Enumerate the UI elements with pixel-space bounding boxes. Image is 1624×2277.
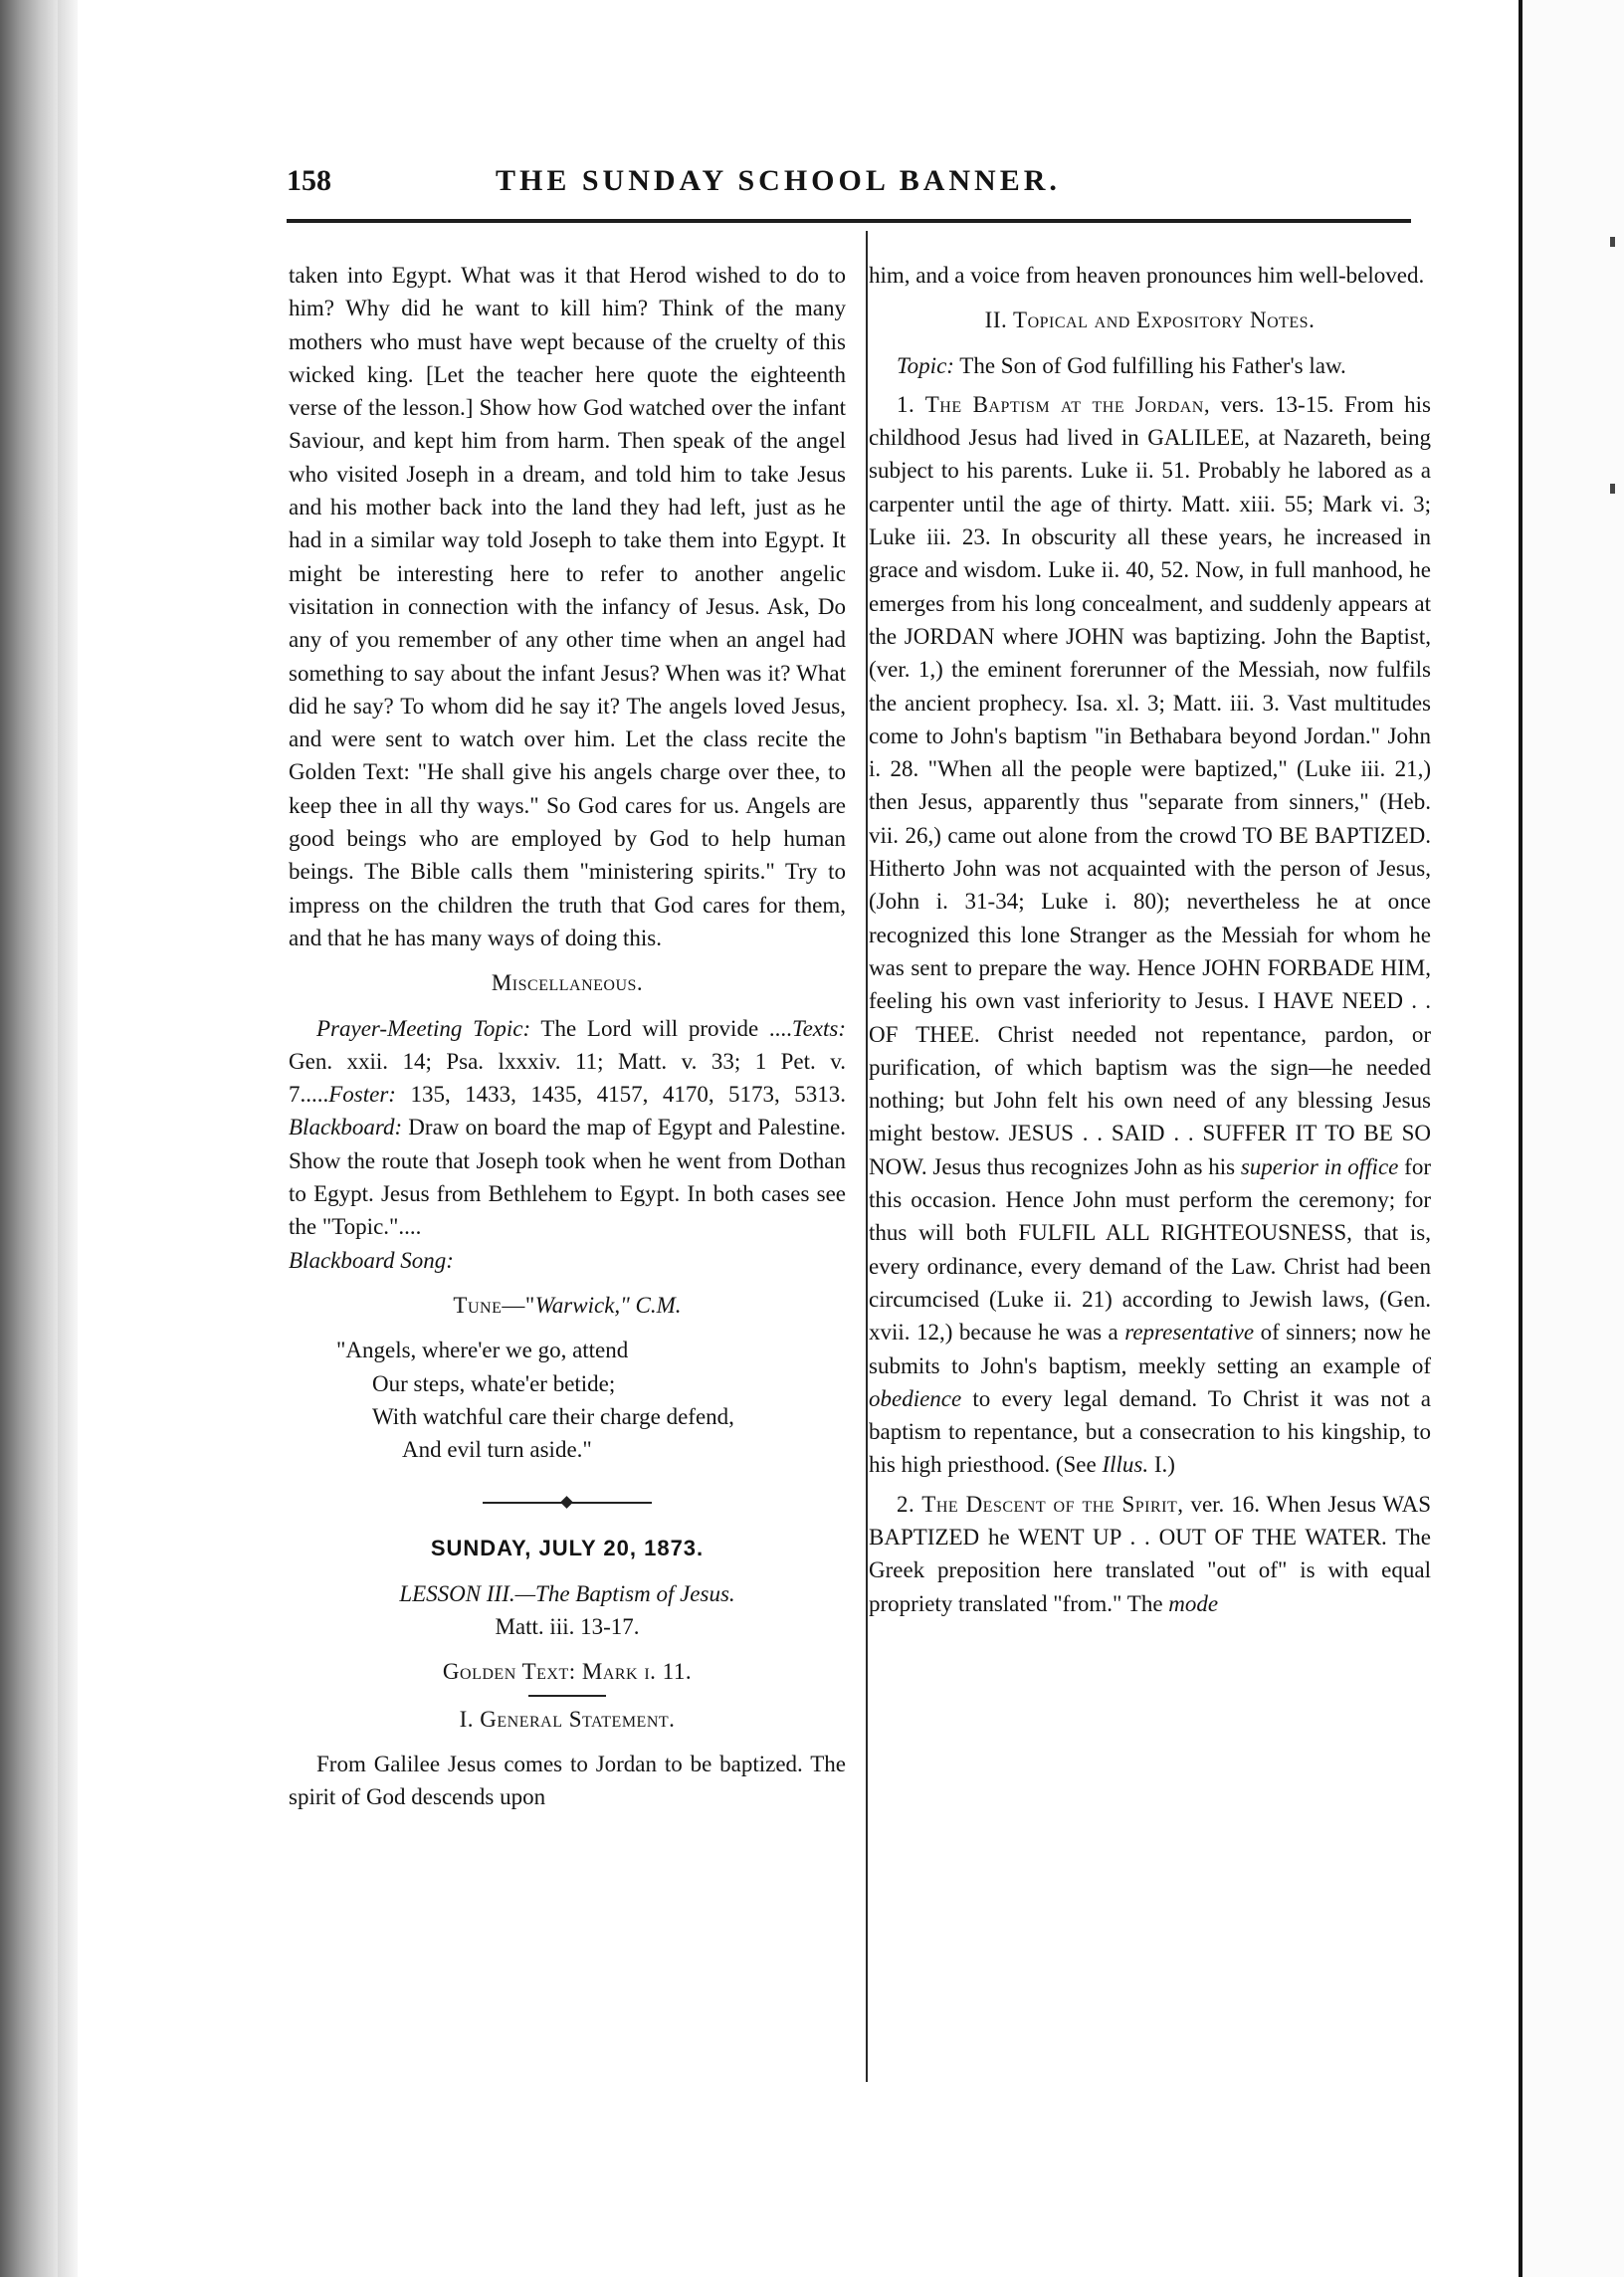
blackboard-text: Draw on board the map of Egypt and Palestine. Show the route that Joseph took when he went from Dothan to Egypt. Jesus from Bethlehem to Egypt. In both cases see the "Topic.".... xyxy=(289,1115,846,1240)
foster-text: 135, 1433, 1435, 4157, 4170, 5173, 5313. xyxy=(395,1082,846,1108)
topic-paragraph xyxy=(869,349,1431,382)
topic-label: Topic: xyxy=(897,352,954,378)
facing-page-mark xyxy=(1610,237,1615,247)
right-column xyxy=(869,259,1431,1620)
intro-paragraph: taken into Egypt. What was it that Herod wished to do to him? Why did he want to kill him? Think of the many mothers who must have wept because of the cruelty of this wicked king. [Let the teacher here quote the eighteenth verse of the lesson.] Show how God watched over the infant Saviour, and kept him from harm. Then speak of the angel who visited Joseph in a dream, and told him to take Jesus and his mother back into the land they had left, just as he had in a similar way told Joseph to take them into Egypt. It might be interesting here to refer to another angelic visitation in connection with the infancy of Jesus. Ask, Do any of you remember of any other time when an angel had something to say about the infant Jesus? When was it? What did he say? To whom did he say it? The angels loved Jesus, and were sent to watch over him. Let the class recite the Golden Text: "He shall give his angels charge over thee, to keep thee in all thy ways." So God cares for us. Angels are good beings who are employed by God to help human beings. The Bible calls them "ministering spirits." Try to impress on the children the truth that God cares for them, and that he has many ways of doing this. xyxy=(289,263,846,950)
note-1-text: of sinners; now he submits to John's baptism, meekly setting an example of xyxy=(869,1320,1431,1378)
tune-line xyxy=(289,1289,846,1322)
column-divider xyxy=(866,231,868,2082)
tune-name: Warwick," C.M. xyxy=(534,1292,682,1318)
facing-page-margin xyxy=(1522,0,1624,2277)
note-1-text: for this occasion. Hence John must perform the ceremony; for thus will both FULFIL ALL RIGHTEOUSNESS, that is, every ordinance, every demand of the Law. Christ had been circumcised (Luke ii. 21) according to Jewish laws, (Gen. xvii. 12,) because he was a xyxy=(869,1153,1431,1346)
miscellaneous-heading: Miscellaneous. xyxy=(491,970,644,996)
emphasis-text: Illus. xyxy=(1102,1452,1149,1478)
page-number: 158 xyxy=(287,164,331,197)
facing-page-mark xyxy=(1610,484,1615,494)
note-1-text: vers. 13-15. From his childhood Jesus had lived in GALILEE, at Nazareth, being subject to his parents. Luke ii. 51. Probably he labored as a carpenter until the age of thirty. Matt. xiii. 55; Mark vi. 3; Luke iii. 23. In obscurity all these years, he increased in grace and wisdom. Luke ii. 40, 52. Now, in full manhood, he emerges from his long concealment, and suddenly appears at the JORDAN where JOHN was baptizing. John the Baptist, (ver. 1,) the eminent forerunner of the Messiah, now fulfils the ancient prophecy. Isa. xl. 3; Matt. iii. 3. Vast multitudes come to John's baptism "in Bethabara beyond Jordan." John i. 28. "When all the people were baptized," (Luke iii. 21,) then Jesus, apparently thus "separate from sinners," (Heb. vii. 26,) came out alone from the crowd TO BE BAPTIZED. Hitherto John was not acquainted with the person of Jesus, (John i. 31-34; Luke i. 80); nevertheless he at once recognized this lone Stranger as the Messiah for whom he was sent to prepare the way. Hence JOHN FORBADE HIM, feeling his own vast inferiority to Jesus. I HAVE NEED . . OF THEE. Christ needed not repentance, pardon, or purification, of which baptism was the sign—he needed nothing; but John felt his own need of any blessing Jesus might bestow. JESUS . . SAID . . SUFFER IT TO BE SO NOW. Jesus thus recognizes John as his xyxy=(869,391,1431,1179)
topic-text: The Son of God fulfilling his Father's law. xyxy=(953,352,1346,378)
emphasis-text: representative xyxy=(1124,1320,1255,1346)
note-1-heading: 1. The Baptism at the Jordan, xyxy=(897,391,1211,417)
note-2-heading: 2. The Descent of the Spirit, xyxy=(897,1491,1184,1517)
blackboard-label: Blackboard: xyxy=(289,1115,403,1140)
lesson-title: LESSON III.—The Baptism of Jesus. xyxy=(399,1580,735,1606)
note-1-paragraph xyxy=(869,388,1431,1482)
hymn-line: With watchful care their charge defend, xyxy=(372,1403,734,1429)
notes-heading: II. Topical and Expository Notes. xyxy=(984,308,1316,333)
lesson-date-heading: SUNDAY, JULY 20, 1873. xyxy=(430,1536,705,1561)
note-1-text: to every legal demand. To Christ it was not a baptism to repentance, but a consecration to his kingship, to his high priesthood. (See xyxy=(869,1385,1431,1478)
continuation-paragraph: him, and a voice from heaven pronounces him well-beloved. xyxy=(869,263,1425,288)
header-rule xyxy=(287,219,1411,223)
prayer-topic-label: Prayer-Meeting Topic: xyxy=(316,1015,531,1041)
lesson-reference: Matt. iii. 13-17. xyxy=(495,1613,640,1639)
foster-label: Foster: xyxy=(328,1082,396,1108)
miscellaneous-paragraph xyxy=(289,1012,846,1277)
note-2-paragraph xyxy=(869,1488,1431,1620)
note-2-text: ver. 16. When Jesus WAS BAPTIZED he WENT UP . . OUT OF THE WATER. The Greek preposition here translated "out of" is with equal propriety translated "from." The xyxy=(869,1491,1431,1616)
note-1-text: I.) xyxy=(1148,1452,1175,1478)
general-statement-heading: I. General Statement. xyxy=(459,1706,676,1732)
ornament-divider xyxy=(483,1498,652,1508)
emphasis-text: mode xyxy=(1168,1590,1219,1616)
general-statement-text: From Galilee Jesus comes to Jordan to be baptized. The spirit of God descends upon xyxy=(289,1751,846,1810)
book-binding-shadow xyxy=(0,0,58,2277)
blackboard-song-label: Blackboard Song: xyxy=(289,1247,454,1273)
hymn-line: "Angels, where'er we go, attend xyxy=(336,1338,629,1363)
left-column xyxy=(289,259,846,1813)
golden-text: Golden Text: Mark i. 11. xyxy=(442,1659,693,1685)
texts-text: Gen. xxii. 14; Psa. lxxxiv. 11; Matt. v. 33; 1 Pet. v. 7..... xyxy=(289,1048,846,1108)
emphasis-text: obedience xyxy=(869,1385,962,1411)
hymn-line: And evil turn aside." xyxy=(402,1437,592,1463)
short-rule xyxy=(528,1695,606,1697)
hymn-line: Our steps, whate'er betide; xyxy=(372,1370,616,1396)
tune-prefix: Tune—" xyxy=(453,1292,535,1318)
emphasis-text: superior in office xyxy=(1240,1153,1399,1179)
texts-label: Texts: xyxy=(791,1015,846,1041)
page-header xyxy=(287,164,1411,204)
running-title: THE SUNDAY SCHOOL BANNER. xyxy=(496,164,1061,197)
prayer-topic-text: The Lord will provide .... xyxy=(530,1015,792,1041)
page-gutter xyxy=(58,0,78,2277)
